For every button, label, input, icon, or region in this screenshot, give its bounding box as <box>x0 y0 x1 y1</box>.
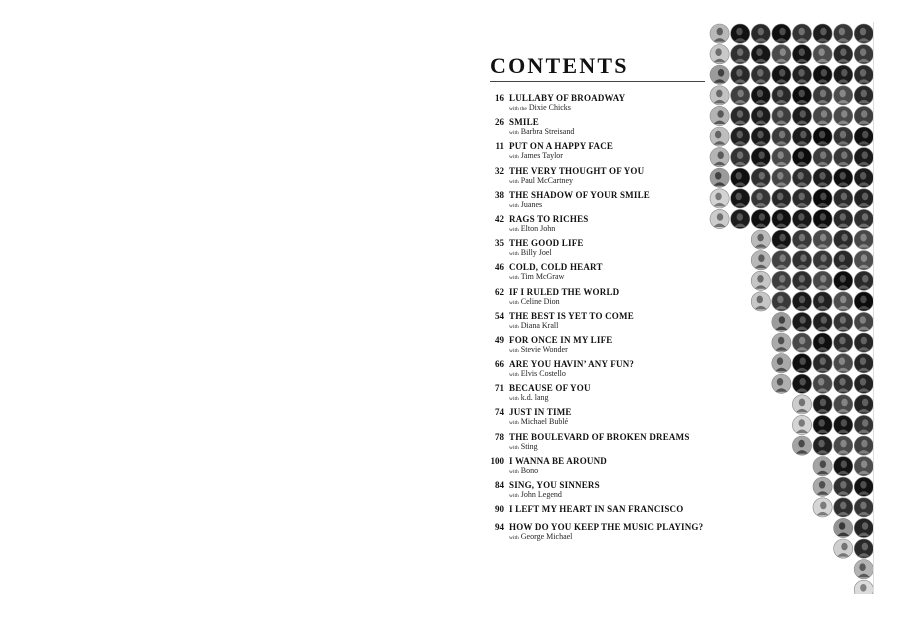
artist-name: Billy Joel <box>520 248 552 258</box>
portrait-badge <box>792 65 811 84</box>
with-label: with <box>509 323 519 330</box>
portrait-badge <box>792 45 811 64</box>
page-number: 78 <box>495 431 504 442</box>
portrait-badge <box>813 65 832 84</box>
portrait-badge <box>772 374 791 393</box>
duet-credit <box>509 103 571 112</box>
toc-entry <box>488 214 718 238</box>
page-number: 54 <box>495 310 504 321</box>
portrait-badge <box>854 560 873 579</box>
duet-credit <box>509 176 573 185</box>
portrait-badge <box>834 436 853 455</box>
portrait-badge <box>813 498 832 517</box>
duet-credit <box>509 369 566 378</box>
portrait-badge <box>772 333 791 352</box>
with-label: with <box>509 130 519 137</box>
toc-entry <box>488 311 718 335</box>
duet-credit <box>509 532 572 541</box>
portrait-badge <box>834 24 853 43</box>
portrait-badge <box>813 333 832 352</box>
table-of-contents <box>488 93 718 546</box>
portrait-badge <box>751 148 770 167</box>
portrait-badge <box>834 498 853 517</box>
duet-credit <box>509 151 563 160</box>
song-title: LULLABY OF BROADWAY <box>509 93 626 103</box>
portrait-badge <box>710 127 729 146</box>
page-number: 74 <box>495 407 504 418</box>
portrait-badge <box>772 292 791 311</box>
portrait-badge <box>834 65 853 84</box>
portrait-badge <box>772 312 791 331</box>
portrait-badge <box>854 86 873 105</box>
portrait-badge <box>834 518 853 537</box>
with-label: with <box>509 396 519 403</box>
portrait-badge <box>731 127 750 146</box>
portrait-badge <box>813 127 832 146</box>
portrait-badge <box>731 45 750 64</box>
duet-credit <box>509 466 538 475</box>
portrait-badge <box>834 168 853 187</box>
portrait-badge <box>792 415 811 434</box>
page-number: 49 <box>495 334 504 345</box>
duet-credit <box>509 393 549 402</box>
portrait-badge <box>854 333 873 352</box>
song-title: THE BEST IS YET TO COME <box>509 310 634 321</box>
page-number: 35 <box>495 238 504 249</box>
portrait-badge <box>813 271 832 290</box>
portrait-badge <box>854 457 873 476</box>
portrait-badge <box>792 148 811 167</box>
portrait-badge <box>751 292 770 311</box>
toc-entry <box>488 456 718 480</box>
portrait-badge <box>792 436 811 455</box>
portrait-badge <box>772 106 791 125</box>
duet-credit <box>509 127 574 136</box>
toc-entry <box>488 287 718 311</box>
artist-name: Dixie Chicks <box>528 103 571 112</box>
portrait-badge <box>792 395 811 414</box>
portrait-badge <box>834 292 853 311</box>
portrait-badge <box>854 354 873 373</box>
page-number: 32 <box>495 165 504 176</box>
page-number: 94 <box>495 522 504 533</box>
portrait-badge <box>813 457 832 476</box>
portrait-badge <box>813 292 832 311</box>
portrait-badge <box>813 374 832 393</box>
toc-entry <box>488 262 718 286</box>
duet-credit <box>509 224 555 233</box>
portrait-badge <box>834 354 853 373</box>
song-title: IF I RULED THE WORLD <box>509 286 620 297</box>
artist-name: Bono <box>520 465 539 475</box>
page-number: 71 <box>495 383 504 394</box>
portrait-badge <box>710 106 729 125</box>
song-title: I LEFT MY HEART IN SAN FRANCISCO <box>509 504 684 515</box>
song-title: ARE YOU HAVIN’ ANY FUN? <box>509 359 635 370</box>
portrait-badge <box>792 230 811 249</box>
portrait-badge <box>710 24 729 43</box>
portrait-badge <box>772 354 791 373</box>
duet-credit <box>509 345 568 354</box>
page-number: 84 <box>495 480 504 490</box>
portrait-badge <box>813 168 832 187</box>
portrait-badge <box>834 106 853 125</box>
toc-entry <box>488 383 718 407</box>
with-label: with <box>509 178 519 185</box>
portrait-badge <box>751 209 770 228</box>
portrait-badge <box>854 292 873 311</box>
portrait-badge <box>751 45 770 64</box>
portrait-badge <box>813 436 832 455</box>
portrait-badge <box>792 168 811 187</box>
toc-entry <box>488 432 718 456</box>
artist-name: Michael Bublé <box>520 417 569 427</box>
portrait-badge <box>792 24 811 43</box>
portrait-badge <box>792 374 811 393</box>
page-number: 26 <box>495 117 504 128</box>
portrait-badge <box>813 415 832 434</box>
portrait-badge <box>813 251 832 270</box>
with-label: with <box>509 372 519 379</box>
portrait-badge <box>854 230 873 249</box>
duet-credit <box>509 490 562 499</box>
artist-name: Paul McCartney <box>520 175 573 185</box>
portrait-badge <box>731 65 750 84</box>
page-number: 66 <box>495 359 504 370</box>
portrait-badge <box>792 251 811 270</box>
toc-entry <box>488 359 718 383</box>
toc-entry <box>488 190 718 214</box>
portrait-badge <box>710 65 729 84</box>
portrait-badge <box>792 354 811 373</box>
page-number: 42 <box>495 213 504 224</box>
portrait-badge <box>854 580 873 594</box>
page-number: 62 <box>495 286 504 297</box>
portrait-badge <box>854 415 873 434</box>
portrait-badge <box>813 354 832 373</box>
portrait-mosaic <box>702 22 874 594</box>
portrait-badge <box>813 86 832 105</box>
portrait-badge <box>772 148 791 167</box>
with-label: with <box>509 154 519 161</box>
portrait-badge <box>710 189 729 208</box>
contents-heading: CONTENTS <box>490 53 629 78</box>
portrait-badge <box>751 24 770 43</box>
heading-rule <box>490 81 705 82</box>
portrait-badge <box>772 24 791 43</box>
artist-name: Sting <box>520 441 538 451</box>
page-number: 38 <box>495 189 504 200</box>
portrait-badge <box>751 168 770 187</box>
toc-entry <box>488 407 718 431</box>
portrait-badge <box>792 106 811 125</box>
toc-entry <box>488 522 718 546</box>
portrait-badge <box>792 127 811 146</box>
portrait-badge <box>813 189 832 208</box>
song-title: BECAUSE OF YOU <box>509 383 591 394</box>
duet-credit <box>509 417 568 426</box>
portrait-badge <box>751 86 770 105</box>
duet-credit <box>509 442 538 451</box>
artist-name: Barbra Streisand <box>520 127 575 137</box>
song-title: I WANNA BE AROUND <box>509 455 608 466</box>
portrait-badge <box>834 457 853 476</box>
portrait-badge <box>834 209 853 228</box>
song-title: THE VERY THOUGHT OF YOU <box>509 165 645 176</box>
portrait-badge <box>854 271 873 290</box>
portrait-badge <box>854 45 873 64</box>
with-label: with <box>509 347 519 354</box>
portrait-badge <box>854 189 873 208</box>
portrait-badge <box>772 168 791 187</box>
toc-entry <box>488 504 718 522</box>
portrait-badge <box>813 148 832 167</box>
portrait-badge <box>772 86 791 105</box>
duet-credit <box>509 321 558 330</box>
portrait-badge <box>751 106 770 125</box>
portrait-badge <box>772 45 791 64</box>
song-title: PUT ON A HAPPY FACE <box>509 141 614 152</box>
portrait-badge <box>710 45 729 64</box>
portrait-badge <box>772 65 791 84</box>
portrait-badge <box>772 127 791 146</box>
portrait-badge <box>854 374 873 393</box>
song-title: JUST IN TIME <box>509 407 572 418</box>
portrait-badge <box>813 312 832 331</box>
song-title: THE SHADOW OF YOUR SMILE <box>509 189 650 200</box>
artist-name: Juanes <box>520 199 543 209</box>
portrait-badge <box>834 333 853 352</box>
portrait-badge <box>772 209 791 228</box>
toc-entry <box>488 335 718 359</box>
toc-entry <box>488 141 718 165</box>
portrait-badge <box>792 271 811 290</box>
portrait-badge <box>772 251 791 270</box>
portrait-badge <box>792 292 811 311</box>
toc-entry <box>488 117 718 141</box>
portrait-badge <box>731 24 750 43</box>
song-title: SMILE <box>509 117 540 128</box>
portrait-badge <box>751 127 770 146</box>
portrait-badge <box>731 106 750 125</box>
portrait-badge <box>710 86 729 105</box>
with-label: with <box>509 444 519 451</box>
page-number: 46 <box>495 262 504 273</box>
duet-credit <box>509 200 542 209</box>
portrait-badge <box>854 106 873 125</box>
portrait-badge <box>731 168 750 187</box>
artist-name: James Taylor <box>520 151 563 161</box>
portrait-badge <box>834 271 853 290</box>
toc-entry <box>488 480 718 504</box>
toc-entry <box>488 93 718 117</box>
portrait-badge <box>751 65 770 84</box>
portrait-badge <box>772 230 791 249</box>
portrait-badge <box>813 209 832 228</box>
artist-name: John Legend <box>520 490 562 499</box>
portrait-badge <box>834 539 853 558</box>
with-label: with <box>509 493 519 499</box>
portrait-badge <box>772 189 791 208</box>
portrait-badge <box>772 271 791 290</box>
song-title: THE BOULEVARD OF BROKEN DREAMS <box>509 431 690 442</box>
portrait-badge <box>813 45 832 64</box>
artist-name: Celine Dion <box>520 296 560 306</box>
toc-entry <box>488 238 718 262</box>
portrait-badge <box>792 333 811 352</box>
portrait-badge <box>834 312 853 331</box>
portrait-badge <box>834 374 853 393</box>
portrait-badge <box>792 86 811 105</box>
portrait-badge <box>813 24 832 43</box>
portrait-badge <box>854 148 873 167</box>
duet-credit <box>509 297 560 306</box>
with-label: with <box>509 202 519 209</box>
song-title: RAGS TO RICHES <box>509 213 589 224</box>
with-label: with <box>509 251 519 258</box>
portrait-badge <box>813 477 832 496</box>
portrait-badge <box>751 251 770 270</box>
song-title: FOR ONCE IN MY LIFE <box>509 334 613 345</box>
page-number: 90 <box>495 504 504 515</box>
portrait-badge <box>792 189 811 208</box>
with-label: with <box>509 420 519 427</box>
portrait-badge <box>854 65 873 84</box>
portrait-badge <box>854 518 873 537</box>
portrait-badge <box>854 251 873 270</box>
portrait-badge <box>854 498 873 517</box>
artist-name: Diana Krall <box>520 320 559 330</box>
page-edge <box>873 22 874 594</box>
portrait-badge <box>792 209 811 228</box>
portrait-badge <box>731 148 750 167</box>
page-number: 11 <box>495 141 504 152</box>
portrait-badge <box>854 477 873 496</box>
portrait-badge <box>710 148 729 167</box>
artist-name: k.d. lang <box>520 393 549 403</box>
portrait-badge <box>834 148 853 167</box>
page-number: 16 <box>495 93 504 103</box>
with-label: with <box>509 275 519 282</box>
portrait-badge <box>854 539 873 558</box>
artist-name: Elton John <box>520 223 556 233</box>
duet-credit <box>509 272 564 281</box>
portrait-badge <box>854 209 873 228</box>
portrait-badge <box>834 395 853 414</box>
portrait-badge <box>813 395 832 414</box>
artist-name: George Michael <box>520 532 573 542</box>
toc-entry <box>488 166 718 190</box>
with-label: with <box>509 468 519 475</box>
song-title: HOW DO YOU KEEP THE MUSIC PLAYING? <box>509 522 704 533</box>
portrait-badge <box>854 127 873 146</box>
with-label: with <box>509 226 519 233</box>
page-number: 100 <box>490 455 504 466</box>
portrait-badge <box>751 230 770 249</box>
portrait-badge <box>834 45 853 64</box>
portrait-badge <box>834 189 853 208</box>
portrait-badge <box>854 168 873 187</box>
portrait-badge <box>813 230 832 249</box>
song-title: SING, YOU SINNERS <box>509 480 600 490</box>
portrait-badge <box>834 127 853 146</box>
artist-name: Stevie Wonder <box>520 344 568 354</box>
portrait-badge <box>834 251 853 270</box>
portrait-badge <box>792 312 811 331</box>
duet-credit <box>509 248 552 257</box>
portrait-badge <box>854 24 873 43</box>
portrait-badge <box>854 436 873 455</box>
portrait-badge <box>834 477 853 496</box>
portrait-badge <box>731 86 750 105</box>
song-title: COLD, COLD HEART <box>509 262 603 273</box>
portrait-badge <box>710 168 729 187</box>
with-label: with the <box>509 106 527 112</box>
portrait-badge <box>751 189 770 208</box>
portrait-badge <box>834 230 853 249</box>
portrait-badge <box>854 395 873 414</box>
portrait-badge <box>813 106 832 125</box>
with-label: with <box>509 299 519 306</box>
portrait-badge <box>751 271 770 290</box>
portrait-badge <box>834 415 853 434</box>
portrait-badge <box>710 209 729 228</box>
portrait-badge <box>834 86 853 105</box>
artist-name: Elvis Costello <box>520 369 566 379</box>
with-label: with <box>509 535 519 542</box>
portrait-badge <box>731 189 750 208</box>
portrait-badge <box>731 209 750 228</box>
song-title: THE GOOD LIFE <box>509 238 584 249</box>
artist-name: Tim McGraw <box>520 272 565 282</box>
portrait-badge <box>854 312 873 331</box>
